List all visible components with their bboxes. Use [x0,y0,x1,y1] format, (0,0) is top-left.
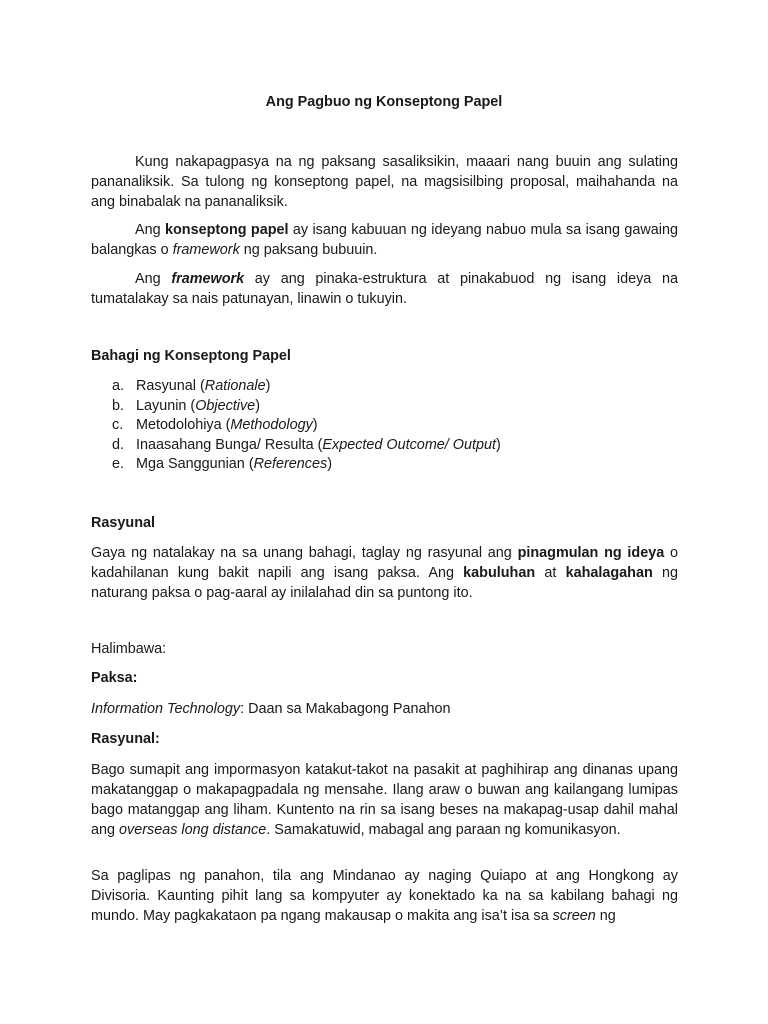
list-close: ) [312,417,318,434]
list-item [112,377,501,397]
list-marker: a. [112,378,125,394]
list-item [112,416,501,436]
list-label: Metodolohiya ( [136,417,231,434]
list-close: ) [265,378,271,394]
bold-term: kahalagahan [565,565,653,581]
list-close: ) [255,397,260,414]
list-marker: c. [112,417,124,434]
italic-term: framework [172,242,240,258]
text-run: Sa paglipas ng panahon, tila ang Mindanao ay naging Quiapo at ang Hongkong ay Divisoria. Kaunting pihit lang sa kompyuter ay konektado ka na sa kabilang bahagi ng mundo. May pagkakataon pa ngang makausap o makita ang isa’t isa sa [91,868,678,924]
bold-italic-term: framework [171,271,245,287]
text-run: Gaya ng natalakay na sa unang bahagi, taglay ng rasyunal ang [91,545,518,561]
text-run: Ang [135,222,165,238]
list-close: ) [496,436,501,453]
italic-term: overseas long distance [119,822,267,838]
intro-text: Kung nakapagpasya na ng paksang sasaliksikin, maaari nang buuin ang sulating pananaliksik. Sa tulong ng konseptong papel, na magsisilbing proposal, maihahanda na ang binabalak na pananaliksik. [91,154,678,210]
example-paragraph-2 [91,866,678,926]
italic-term: screen [552,908,596,924]
text-run: ng paksang bubuuin. [239,242,378,258]
text-run: at [535,565,566,581]
list-close: ) [327,456,332,473]
text-run: ng naturang paksa o pag-aaral ay inilalahad din sa puntong ito. [91,565,678,601]
example-paragraph-1 [91,760,678,840]
text-run: Bago sumapit ang impormasyon katakut-takot na pasakit at paghihirap ang dinanas upang makatanggap o makapagpadala ng mensahe. Ilang araw o buwan ang kailangang lumipas bago matanggap ang liham. Kuntento na rin sa isang beses na makapag-usap dahil mahal ang [91,762,678,838]
text-run: o kadahilanan kung bakit napili ang isang paksa. Ang [91,545,678,581]
list-label: Inaasahang Bunga/ Resulta ( [136,436,323,453]
intro-paragraph-3 [91,269,678,309]
list-item [112,397,501,417]
list-label: Rasyunal ( [136,378,205,394]
list-italic: Methodology [230,417,313,434]
text-run: : Daan sa Makabagong Panahon [240,701,451,717]
list-label: Mga Sanggunian ( [136,456,254,473]
list-italic: References [253,456,328,473]
text-run: Ang [135,271,172,287]
italic-term: Information Technology [91,701,241,717]
list-italic: Objective [195,397,256,414]
list-item [112,436,501,456]
text-run: ng [595,908,616,924]
bold-term: kabuluhan [463,565,536,581]
rasyunal-example-heading: Rasyunal: [91,731,160,747]
paksa-heading: Paksa: [91,670,138,686]
bold-term: pinagmulan ng ideya [517,545,665,561]
list-label: Layunin ( [136,397,196,414]
text-run: . Samakatuwid, mabagal ang paraan ng komunikasyon. [266,822,621,838]
document-title: Ang Pagbuo ng Konseptong Papel [265,94,503,110]
text-run: ay isang kabuuan ng ideyang nabuo mula sa isang gawaing balangkas o [91,222,678,258]
halimbawa-label: Halimbawa: [91,641,167,657]
paksa-line [91,701,451,717]
text-run: ay ang pinaka-estruktura at pinakabuod ng isang ideya na tumatalakay sa nais patunayan, linawin o tukuyin. [91,271,678,307]
list-item [112,455,501,475]
bahagi-list [112,377,501,475]
list-marker: b. [112,397,125,414]
bahagi-heading: Bahagi ng Konseptong Papel [91,348,291,364]
list-marker: d. [112,436,125,453]
list-italic: Expected Outcome/ Output [322,436,497,453]
intro-paragraph-1 [91,152,678,212]
rasyunal-heading: Rasyunal [91,515,155,531]
list-italic: Rationale [204,378,266,394]
rasyunal-paragraph [91,543,678,603]
bold-term: konseptong papel [165,222,289,238]
list-marker: e. [112,456,125,473]
intro-paragraph-2 [91,220,678,260]
